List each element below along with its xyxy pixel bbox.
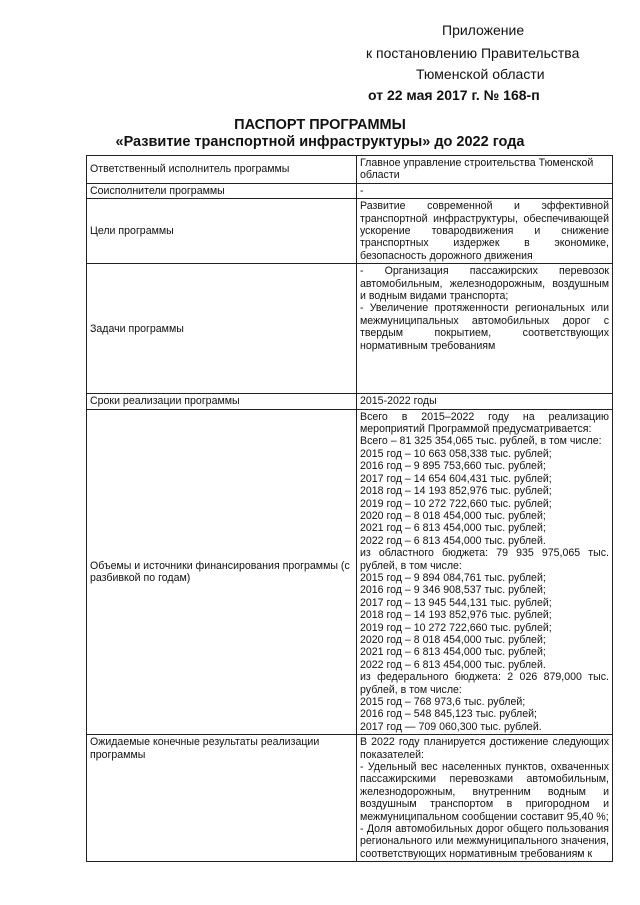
funding-intro: Всего в 2015–2022 году на реализацию мероприятий Программой предусматривается: — [360, 410, 609, 436]
results-item: - Доля автомобильных дорог общего пользования регионального или межмуниципального значения, соответствующих нормативным требованиям к — [360, 823, 609, 860]
terms-label: Сроки реализации программы — [87, 394, 357, 409]
table-row — [87, 156, 613, 184]
funding-year-line: 2020 год – 8 018 454,000 тыс. рублей; — [360, 633, 546, 646]
funding-year-line: 2022 год – 6 813 454,000 тыс. рублей. — [360, 534, 546, 547]
resolution-line-2: Тюменской области — [416, 66, 545, 82]
tasks-value — [357, 264, 613, 394]
funding-year-line: 2016 год – 9 346 908,537 тыс. рублей; — [360, 584, 546, 597]
resolution-date-number: от 22 мая 2017 г. № 168-п — [368, 87, 540, 103]
table-row — [87, 199, 613, 264]
funding-year-line: 2019 год – 10 272 722,660 тыс. рублей; — [360, 497, 552, 510]
funding-value — [357, 409, 613, 735]
program-name: «Развитие транспортной инфраструктуры» до 2022 года — [115, 134, 525, 150]
task-item: - Увеличение протяженности региональных или межмуниципальных автомобильных дорог с твердым покрытием, соответствующих нормативным требованиям — [360, 302, 609, 352]
results-value — [357, 735, 613, 862]
funding-year-line: 2022 год – 6 813 454,000 тыс. рублей. — [360, 658, 546, 671]
funding-total-years — [360, 448, 609, 547]
executor-label: Ответственный исполнитель программы — [87, 156, 357, 184]
funding-year-line: 2017 год – 14 654 604,431 тыс. рублей; — [360, 472, 552, 485]
funding-regional-years — [360, 572, 609, 671]
funding-year-line: 2016 год – 548 845,123 тыс. рублей; — [360, 708, 537, 721]
funding-year-line: 2021 год – 6 813 454,000 тыс. рублей; — [360, 522, 546, 535]
table-row — [87, 183, 613, 198]
funding-year-line: 2015 год – 9 894 084,761 тыс. рублей; — [360, 571, 546, 584]
funding-year-line: 2016 год – 9 895 753,660 тыс. рублей; — [360, 460, 546, 473]
results-item: - Удельный вес населенных пунктов, охваченных пассажирскими перевозками автомобильным, железнодорожным, внутренним водным и воздушным транспортом в пригородном и межмуниципальном сообщении составит 95,40 %; — [360, 761, 609, 823]
funding-year-line: 2019 год – 10 272 722,660 тыс. рублей; — [360, 621, 552, 634]
goals-label: Цели программы — [87, 199, 357, 264]
funding-year-line: 2015 год – 10 663 058,338 тыс. рублей; — [360, 447, 552, 460]
table-row — [87, 735, 613, 862]
results-intro: В 2022 году планируется достижение следующих показателей: — [360, 736, 609, 761]
funding-federal: из федерального бюджета: 2 026 879,000 тыс. рублей, в том числе: — [360, 671, 609, 696]
task-item: - Организация пассажирских перевозок автомобильным, железнодорожным, воздушным и водным видами транспорта; — [360, 265, 609, 303]
funding-year-line: 2021 год – 6 813 454,000 тыс. рублей; — [360, 646, 546, 659]
funding-total: Всего – 81 325 354,065 тыс. рублей, в том числе: — [360, 435, 602, 448]
funding-year-line: 2020 год – 8 018 454,000 тыс. рублей; — [360, 509, 546, 522]
coexecutors-label: Соисполнители программы — [87, 183, 357, 198]
coexecutors-value: - — [357, 183, 613, 198]
funding-year-line: 2018 год – 14 193 852,976 тыс. рублей; — [360, 609, 552, 622]
goals-value — [357, 199, 613, 264]
executor-text: Главное управление строительства Тюменской области — [360, 157, 594, 182]
passport-title: ПАСПОРТ ПРОГРАММЫ — [234, 117, 406, 133]
terms-value: 2015-2022 годы — [357, 394, 613, 409]
results-label: Ожидаемые конечные результаты реализации программы — [87, 735, 357, 862]
table-row — [87, 394, 613, 409]
program-passport-table — [86, 155, 613, 862]
appendix-label: Приложение — [442, 22, 525, 38]
funding-year-line: 2017 год — 709 060,300 тыс. рублей. — [360, 720, 542, 733]
executor-value — [357, 156, 613, 184]
funding-label: Объемы и источники финансирования программы (с разбивкой по годам) — [87, 409, 357, 735]
funding-year-line: 2018 год – 14 193 852,976 тыс. рублей; — [360, 485, 552, 498]
table-row — [87, 409, 613, 735]
funding-regional: из областного бюджета: 79 935 975,065 тыс. рублей, в том числе: — [360, 547, 609, 572]
funding-federal-years — [360, 696, 609, 733]
funding-year-line: 2015 год – 768 973,6 тыс. рублей; — [360, 696, 526, 708]
tasks-label: Задачи программы — [87, 264, 357, 394]
table-row — [87, 264, 613, 394]
funding-year-line: 2017 год – 13 945 544,131 тыс. рублей; — [360, 596, 552, 609]
goals-text: Развитие современной и эффективной транспортной инфраструктуры, обеспечивающей ускорение товародвижения и снижение транспортных издержек в экономике, безопасность дорожного движения — [360, 200, 609, 262]
resolution-line-1: к постановлению Правительства — [366, 45, 580, 61]
